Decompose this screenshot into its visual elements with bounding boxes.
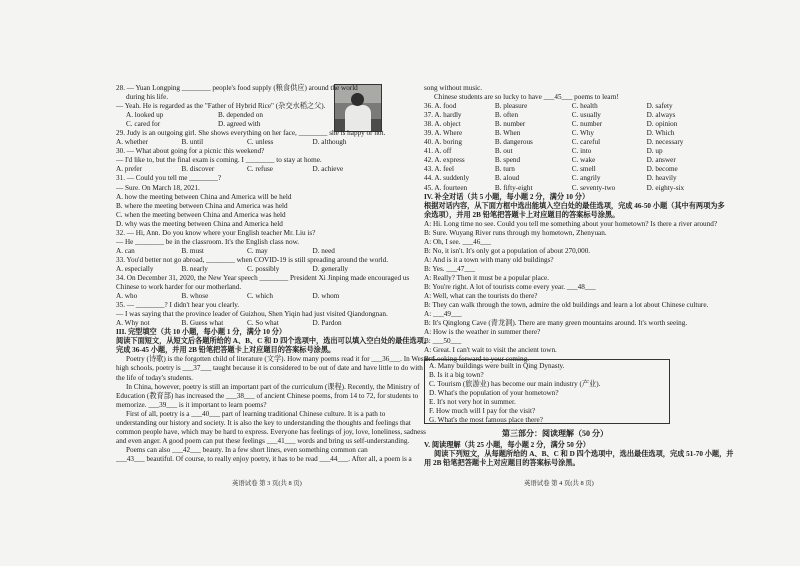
option-text: D. opinion xyxy=(646,120,678,129)
option-text: C. usually xyxy=(571,111,601,120)
option-text: C. angrily xyxy=(571,174,601,183)
option-text: C. possibly xyxy=(247,264,280,273)
options-row xyxy=(424,156,686,165)
option-text: B. spend xyxy=(494,156,521,165)
page-footer-left: 英语试卷 第 3 页(共 8 页) xyxy=(232,480,302,487)
text-line: B: Yes. ___47___ xyxy=(424,264,476,273)
option-text: 36. A. food xyxy=(424,102,457,111)
section-heading: 完成 36-45 小题，并用 2B 铅笔把答题卡上对应题目的答案标号涂黑。 xyxy=(116,346,336,355)
text-line: A: Oh, I see. ___46___ xyxy=(424,237,492,246)
option-text: B. often xyxy=(494,111,519,120)
text-line: understanding our history and society. It is also the key to understanding the thoughts and feelings that xyxy=(116,418,411,427)
option-text: B. nearly xyxy=(181,264,208,273)
box-option: G. What's the most famous place there? xyxy=(429,416,543,425)
text-line: B: Sure. Wuyang River runs through my hometown, Zhenyuan. xyxy=(424,228,607,237)
option-text: C. careful xyxy=(571,138,601,147)
option-text: D. Which xyxy=(646,129,675,138)
text-line: — Sure. On March 18, 2021. xyxy=(116,183,200,192)
options-row xyxy=(424,184,686,193)
text-line: 31. — Could you tell me ________? xyxy=(116,174,222,183)
box-option: A. Many buildings were built in Qing Dynasty. xyxy=(429,362,565,370)
page-footer-right: 英语试卷 第 4 页(共 8 页) xyxy=(524,480,594,487)
text-line: Chinese to work harder for our motherland. xyxy=(116,283,242,292)
section-heading: IV. 补全对话（共 5 小题，每小题 2 分，满分 10 分） xyxy=(424,192,590,201)
options-row xyxy=(424,165,686,174)
option-text: B. depended on xyxy=(218,111,263,120)
text-line: 28. — Yuan Longping ________ people's food supply (粮食供应) around the world xyxy=(116,84,358,92)
option-text: B. pleasure xyxy=(494,102,528,111)
section-heading: 阅读下面短文，从短文后各题所给的 A、B、C 和 D 四个选项中，选出可以填入空白处的最佳选项。 xyxy=(116,337,432,346)
option-text: 38. A. object xyxy=(424,120,461,129)
text-line: A: And is it a town with many old buildings? xyxy=(424,255,554,264)
options-row xyxy=(116,319,378,328)
option-text: C. seventy-two xyxy=(571,183,616,192)
text-line: Poems can also ___42___ beauty. In a few short lines, even something common can xyxy=(126,445,368,454)
text-line: In China, however, poetry is still an important part of the curriculum (课程). Recently, the Ministry of xyxy=(126,382,420,391)
option-text: A. Why not xyxy=(116,319,150,328)
text-line: and even anger. A good poem can put these feelings ___41___ words and bring us self-understanding. xyxy=(116,436,410,445)
option-text: D. up xyxy=(646,147,663,156)
option-text: C. health xyxy=(571,102,598,111)
option-text: A. prefer xyxy=(116,165,142,174)
option-text: B. aloud xyxy=(494,174,520,183)
option-text: D. safety xyxy=(646,102,673,111)
section-heading: 余选项），并用 2B 铅笔把答题卡上对应题目的答案标号涂黑。 xyxy=(424,210,620,219)
option-text: B. fifty-eight xyxy=(494,183,533,192)
option-text: D. agreed with xyxy=(218,120,261,129)
option-text: 40. A. boring xyxy=(424,138,462,147)
text-line: — I was saying that the province leader of Guizhou, Shen Yiqin had just visited Qiandongnan. xyxy=(116,310,388,319)
option-text: D. although xyxy=(312,138,347,147)
box-option: B. Is it a big town? xyxy=(429,371,484,380)
box-option: D. What's the population of your hometown? xyxy=(429,389,559,398)
options-row xyxy=(116,120,378,129)
option-text: D. achieve xyxy=(312,165,344,174)
option-text: B. When xyxy=(494,129,521,138)
option-text: D. answer xyxy=(646,156,676,165)
option-text: B. until xyxy=(181,138,204,147)
options-row xyxy=(116,111,378,120)
text-line: A: Well, what can the tourists do there? xyxy=(424,292,538,301)
text-line: 34. On December 31, 2020, the New Year speech ________ President Xi Jinping made encouraged us xyxy=(116,273,410,282)
option-text: B. whose xyxy=(181,292,209,301)
option-text: A. looked up xyxy=(126,111,164,120)
text-line: A: Hi. Long time no see. Could you tell me something about your hometown? Is there a river around? xyxy=(424,219,718,228)
text-line: — I'd like to, but the final exam is coming. I ________ to stay at home. xyxy=(116,156,322,165)
reading-section xyxy=(424,429,734,468)
option-text: C. number xyxy=(571,120,603,129)
option-text: 42. A. express xyxy=(424,156,465,165)
section-heading: 用 2B 铅笔把答题卡上对应题目的答案标号涂黑。 xyxy=(424,459,580,468)
text-line: common people have, which may be hard to express. Everyone has feelings of joy, love, loneliness, sadness xyxy=(116,427,426,436)
option-text: C. cared for xyxy=(126,120,161,129)
option-text: 43. A. feel xyxy=(424,165,454,174)
text-line: A: Really? Then it must be a popular place. xyxy=(424,273,550,282)
section-heading: 根据对话内容，从下面方框中选出能填入空白处的最佳选项，完成 46-50 小题（其中有两项为多 xyxy=(424,201,725,210)
option-text: C. into xyxy=(571,147,592,156)
option-text: B. out xyxy=(494,147,513,156)
dialogue-options-box xyxy=(424,359,670,424)
text-line: 29. Judy is an outgoing girl. She shows everything on her face, ________ she is happy or not. xyxy=(116,129,386,138)
option-text: C. So what xyxy=(247,319,279,328)
option-text: C. which xyxy=(247,292,273,301)
options-row xyxy=(424,129,686,138)
text-line: A. how the meeting between China and America will be held xyxy=(116,192,292,201)
option-text: B. Guess what xyxy=(181,319,224,328)
options-row xyxy=(424,120,686,129)
option-text: A. whether xyxy=(116,138,148,147)
text-line: Poetry (诗歌) is the forgotten child of literature (文学). How many poems read it for ___36___. In Western xyxy=(126,355,435,364)
text-line: 33. You'd better not go abroad, ________ when COVID-19 is still spreading around the world. xyxy=(116,255,388,264)
option-text: D. generally xyxy=(312,264,349,273)
option-text: C. may xyxy=(247,246,268,255)
text-line: — Yeah. He is regarded as the "Father of Hybrid Rice" (杂交水稻之父). xyxy=(116,102,326,111)
option-text: 37. A. hardly xyxy=(424,111,462,120)
option-text: D. whom xyxy=(312,292,340,301)
text-line: high schools, poetry is ___37___ taught because it is considered to be out of date and have little to do with xyxy=(116,364,423,373)
option-text: D. become xyxy=(646,165,678,174)
text-line: A: How is the weather in summer there? xyxy=(424,328,541,337)
option-text: D. need xyxy=(312,246,335,255)
options-row xyxy=(116,165,378,174)
option-text: 44. A. suddenly xyxy=(424,174,470,183)
option-text: D. eighty-six xyxy=(646,183,685,192)
options-row xyxy=(116,292,378,301)
options-row xyxy=(424,174,686,183)
option-text: 39. A. Where xyxy=(424,129,463,138)
text-line: song without music. xyxy=(424,84,483,92)
option-text: 45. A. fourteen xyxy=(424,183,468,192)
text-line: Chinese students are so lucky to have ___45___ poems to learn! xyxy=(434,93,619,102)
text-line: D. why was the meeting between China and America held xyxy=(116,219,283,228)
section-heading: V. 阅读理解（共 25 小题，每小题 2 分，满分 50 分） xyxy=(424,441,590,449)
options-row xyxy=(424,147,686,156)
left-page-column xyxy=(116,84,435,464)
option-text: D. Pardon xyxy=(312,319,342,328)
options-row xyxy=(424,102,686,111)
text-line: B: They can walk through the town, admire the old buildings and learn a lot about Chinese culture. xyxy=(424,301,709,310)
options-row xyxy=(424,138,686,147)
text-line: B: No, it isn't. It's only got a population of about 270,000. xyxy=(424,246,591,255)
box-option: C. Tourism (旅游业) has become our main industry (产业). xyxy=(429,380,601,389)
option-text: B. discover xyxy=(181,165,215,174)
option-text: B. number xyxy=(494,120,526,129)
text-line: C. when the meeting between China and America was held xyxy=(116,210,286,219)
box-option: E. It's not very hot in summer. xyxy=(429,398,516,407)
option-text: C. Why xyxy=(571,129,594,138)
section-title: 第三部分：阅读理解（50 分） xyxy=(502,429,608,438)
text-line: Education (教育部) has increased the ___38___ of ancient Chinese poems, from 14 to 72, for students to xyxy=(116,391,419,400)
options-row xyxy=(424,111,686,120)
option-text: A. especially xyxy=(116,264,154,273)
option-text: D. necessary xyxy=(646,138,684,147)
text-line: A: ___49___ xyxy=(424,310,462,319)
option-text: B. turn xyxy=(494,165,515,174)
options-row xyxy=(116,138,378,147)
text-line: during his life. xyxy=(126,93,169,102)
text-line: A: Great. I can't wait to visit the ancient town. xyxy=(424,346,557,355)
text-line: B: ___50___ xyxy=(424,337,462,346)
option-text: C. refuse xyxy=(247,165,273,174)
option-text: D. always xyxy=(646,111,676,120)
option-text: D. heavily xyxy=(646,174,677,183)
option-text: 41. A. off xyxy=(424,147,452,156)
right-page-column xyxy=(424,84,725,364)
option-text: B. must xyxy=(181,246,204,255)
options-row xyxy=(116,265,378,274)
section-heading: III. 完型填空（共 10 小题，每小题 1 分，满分 10 分） xyxy=(116,328,287,337)
text-line: 30. — What about going for a picnic this weekend? xyxy=(116,147,265,156)
option-text: B. dangerous xyxy=(494,138,533,147)
text-line: B. where the meeting between China and America was held xyxy=(116,201,288,210)
text-line: memorize. ___39___ is it important to learn poems? xyxy=(116,400,267,409)
text-line: the life of today's students. xyxy=(116,373,193,382)
text-line: ___43___ beautiful. Of course, to really enjoy poetry, it has to be read ___44___. After all, a poem is a xyxy=(116,454,412,463)
box-option: F. How much will I pay for the visit? xyxy=(429,407,536,416)
text-line: 32. — Hi, Ann. Do you know where your English teacher Mr. Liu is? xyxy=(116,228,316,237)
text-line: B: Looking forward to your coming. xyxy=(424,355,530,364)
option-text: C. smell xyxy=(571,165,596,174)
options-row xyxy=(116,247,378,256)
text-line: — He ________ be in the classroom. It's the English class now. xyxy=(116,237,300,246)
text-line: 35. — ________? I didn't hear you clearly. xyxy=(116,301,240,310)
text-line: B: You're right. A lot of tourists come every year. ___48___ xyxy=(424,283,596,292)
text-line: B: It's Qinglong Cave (青龙洞). There are many green mountains around. It's worth seeing. xyxy=(424,319,688,328)
section-heading: 阅读下列短文，从每题所给的 A、B、C 和 D 四个选项中，选出最佳选项，完成 51-70 小题，并 xyxy=(434,450,734,459)
option-text: C. wake xyxy=(571,156,596,165)
option-text: A. can xyxy=(116,246,135,255)
text-line: First of all, poetry is a ___40___ part of learning traditional Chinese culture. It is a path to xyxy=(126,409,386,418)
option-text: A. who xyxy=(116,292,138,301)
option-text: C. unless xyxy=(247,138,274,147)
